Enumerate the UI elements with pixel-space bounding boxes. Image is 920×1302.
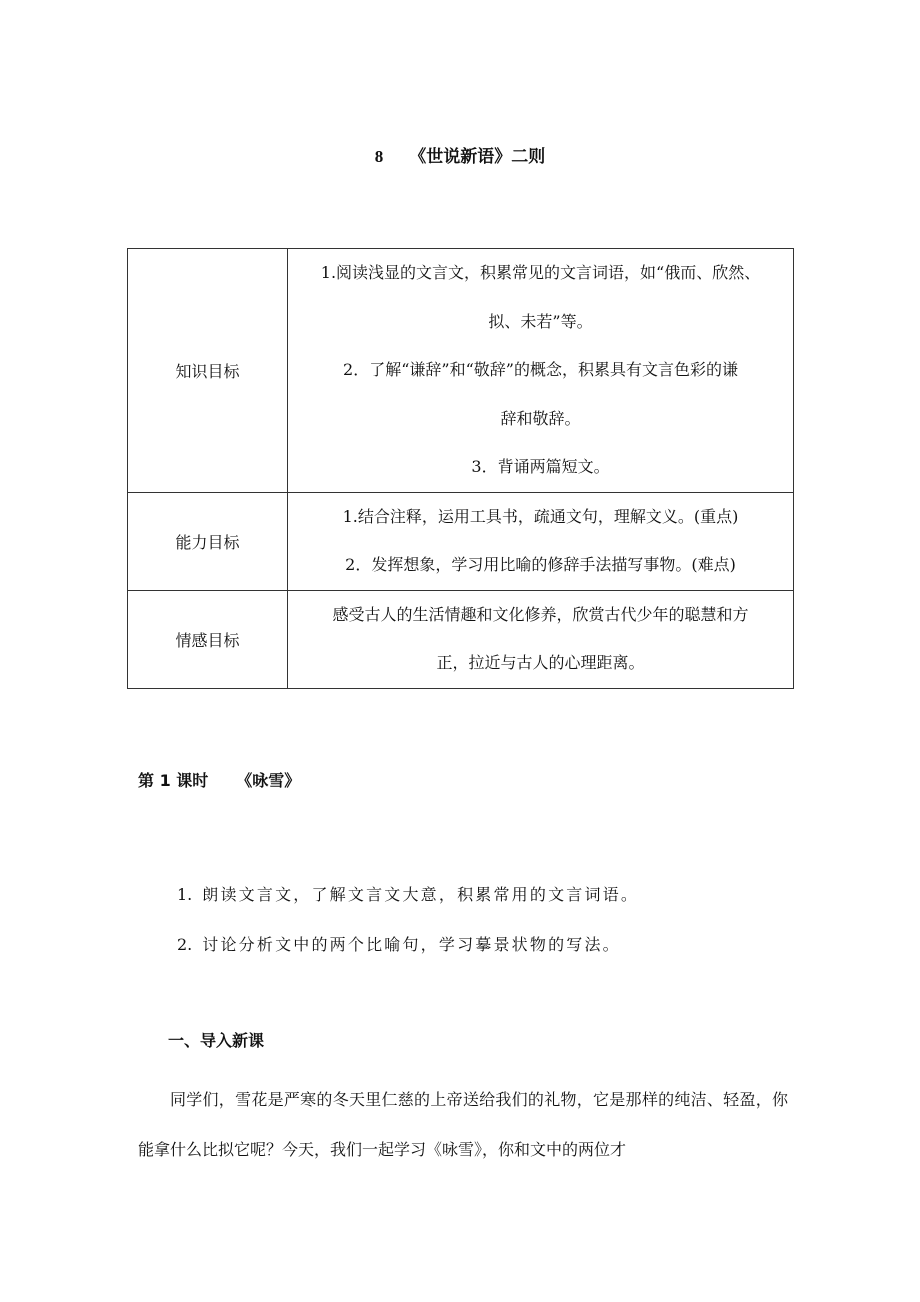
objective-number: 1.	[177, 885, 193, 904]
objective-text: 讨论分析文中的两个比喻句，学习摹景状物的写法。	[202, 935, 621, 954]
goal-label: 能力目标	[128, 492, 288, 590]
goal-line: 感受古人的生活情趣和文化修养，欣赏古代少年的聪慧和方	[332, 604, 749, 624]
objective-item	[177, 932, 621, 955]
learning-goals-table	[127, 248, 794, 689]
goal-line: 2．了解“谦辞”和“敬辞”的概念，积累具有文言色彩的谦	[343, 360, 738, 379]
table-row-emotion	[128, 590, 794, 688]
goal-line: 拟、未若”等。	[488, 311, 593, 331]
goal-line: 辞和敬辞。	[500, 408, 581, 428]
goal-line: 3．背诵两篇短文。	[471, 457, 610, 476]
objective-number: 2.	[177, 935, 193, 954]
lesson-text-title: 《咏雪》	[236, 771, 301, 790]
chapter-number: 8	[374, 147, 384, 166]
lesson-period: 第 1 课时	[138, 771, 209, 790]
goal-content	[288, 590, 794, 688]
goal-line: 正，拉近与古人的心理距离。	[436, 653, 645, 672]
intro-paragraph: 同学们，雪花是严寒的冬天里仁慈的上帝送给我们的礼物，它是那样的纯洁、轻盈，你能拿什么比拟它呢？今天，我们一起学习《咏雪》，你和文中的两位才	[138, 1090, 788, 1159]
goal-label: 情感目标	[128, 590, 288, 688]
document-title	[0, 142, 920, 167]
section-heading: 一、导入新课	[168, 1031, 265, 1050]
goal-label: 知识目标	[128, 249, 288, 493]
lesson-heading	[138, 768, 300, 791]
chapter-title: 《世说新语》二则	[409, 147, 546, 167]
table-row-ability	[128, 492, 794, 590]
goal-content	[288, 249, 794, 493]
goal-line: 2．发挥想象，学习用比喻的修辞手法描写事物。(难点)	[345, 555, 736, 574]
table-row-knowledge	[128, 249, 794, 493]
objective-text: 朗读文言文，了解文言文大意，积累常用的文言词语。	[202, 885, 640, 904]
goal-line: 1.阅读浅显的文言文，积累常见的文言词语，如“俄而、欣然、	[320, 263, 761, 282]
goal-content	[288, 492, 794, 590]
objective-item	[177, 882, 639, 905]
goal-line: 1.结合注释，运用工具书，疏通文句，理解文义。(重点)	[342, 506, 739, 526]
